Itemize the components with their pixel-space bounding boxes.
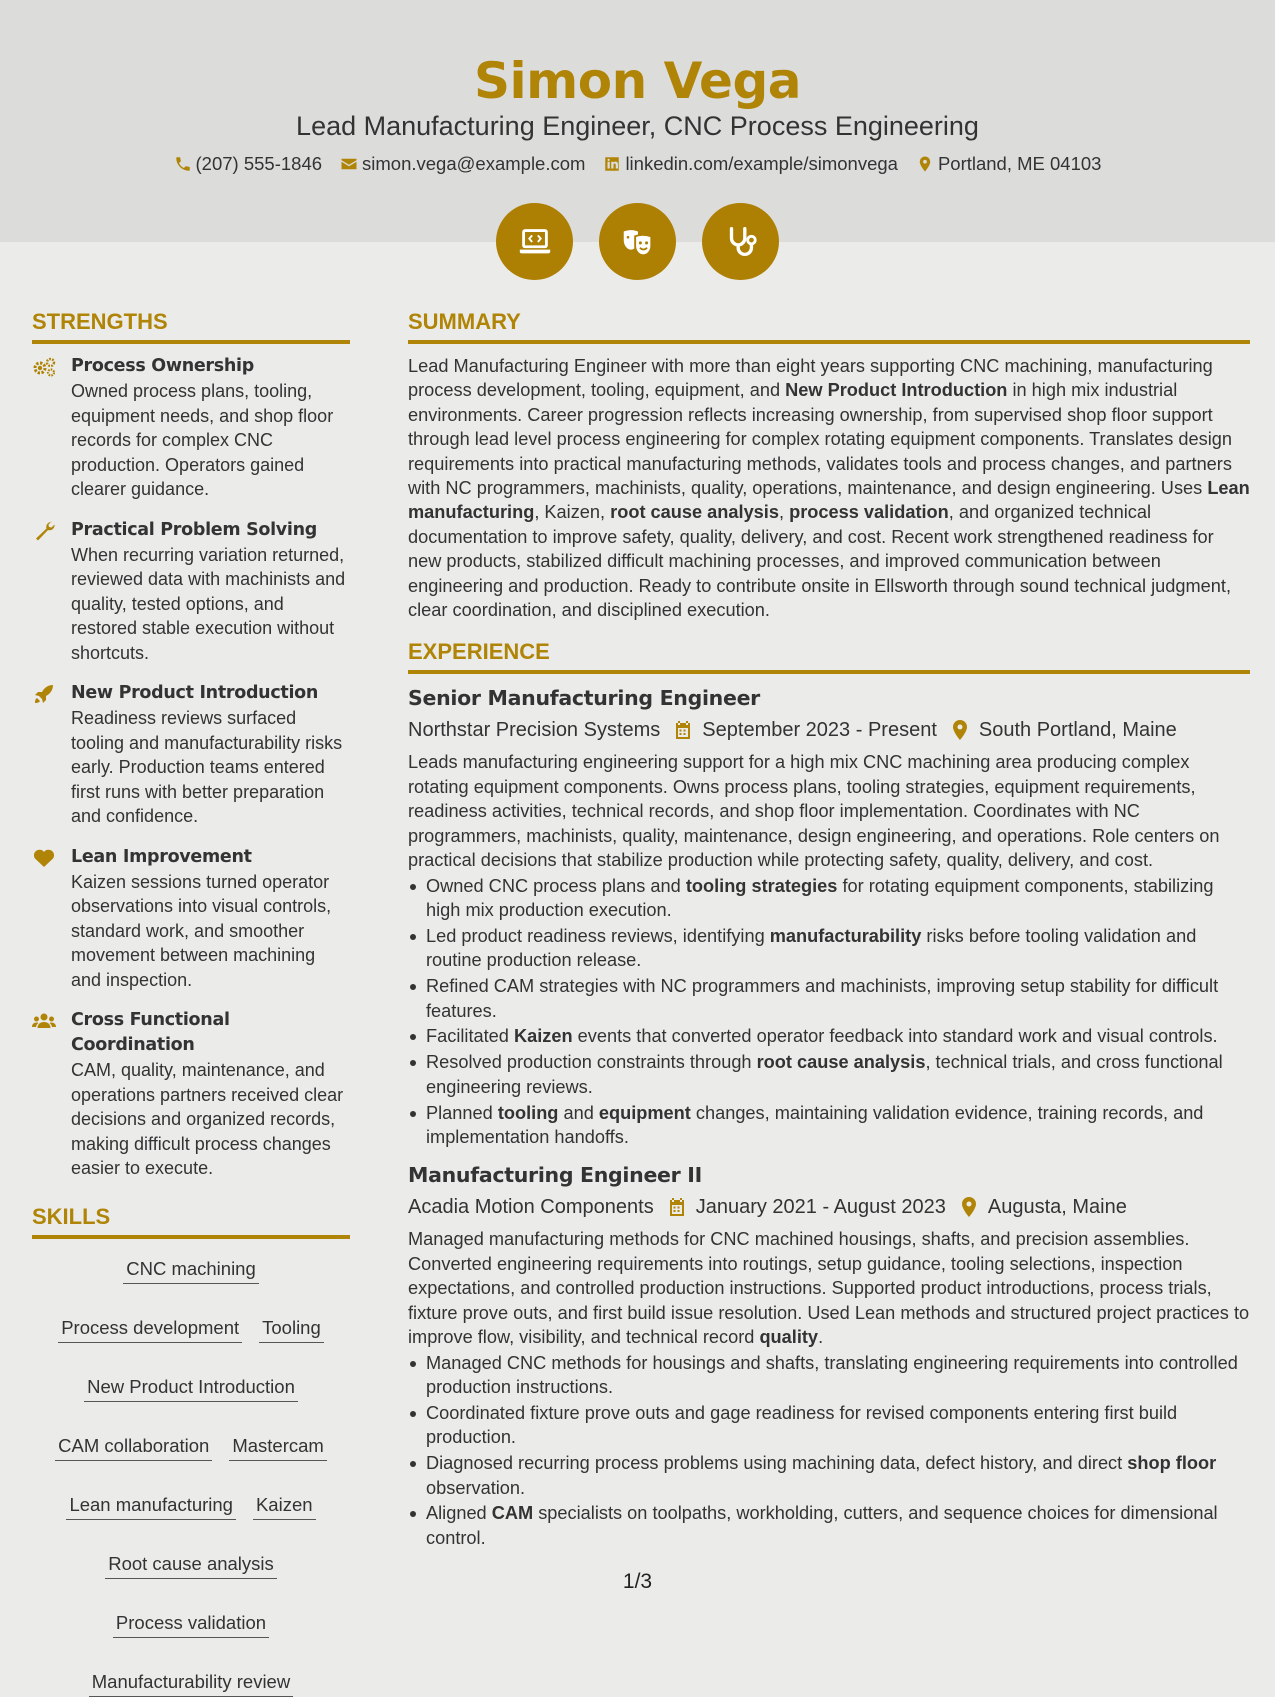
job-company: Northstar Precision Systems bbox=[408, 719, 661, 742]
skill-tag: Mastercam bbox=[229, 1432, 327, 1461]
page-number: 1/3 bbox=[622, 1570, 653, 1593]
badge-stethoscope bbox=[702, 203, 779, 280]
strength-item bbox=[32, 681, 350, 829]
job-bullet: Managed CNC methods for housings and shafts, translating engineering requirements into controlled production instructions. bbox=[408, 1351, 1250, 1400]
job-bullets bbox=[408, 874, 1250, 1150]
stethoscope-icon bbox=[722, 223, 760, 261]
contact-email[interactable] bbox=[340, 151, 585, 177]
job-description: Managed manufacturing methods for CNC machined housings, shafts, and precision assemblies. Converted engineering requirements into routings, setup guidance, tooling selections, inspection expectations, and controlled production instructions. Supported product introductions, process trials, fixture prove outs, and first build issue resolution. Used Lean methods and structured project practices to improve flow, visibility, and technical record quality. bbox=[408, 1229, 1250, 1348]
job-bullet: Planned tooling and equipment changes, maintaining validation evidence, training records, and implementation handoffs. bbox=[408, 1101, 1250, 1150]
candidate-title: Lead Manufacturing Engineer, CNC Process Engineering bbox=[296, 111, 979, 141]
badge-row bbox=[0, 203, 1275, 280]
job-title: Manufacturing Engineer II bbox=[408, 1163, 702, 1188]
strengths-heading: STRENGTHS bbox=[32, 308, 350, 344]
skill-tag: CAM collaboration bbox=[55, 1432, 212, 1461]
strength-title: Lean Improvement bbox=[71, 846, 252, 867]
strength-text: Readiness reviews surfaced tooling and manufacturability risks early. Production teams entered first runs with better preparation and confidence. bbox=[71, 708, 343, 826]
skill-tag: Lean manufacturing bbox=[66, 1491, 236, 1520]
strength-title: Process Ownership bbox=[71, 356, 254, 376]
job-dates: January 2021 - August 2023 bbox=[695, 1196, 946, 1219]
summary-heading: SUMMARY bbox=[408, 308, 1250, 344]
calendar-icon bbox=[674, 720, 692, 740]
contact-bar bbox=[0, 151, 1275, 177]
strength-title: New Product Introduction bbox=[71, 683, 319, 703]
job-bullet: Aligned CAM specialists on toolpaths, workholding, cutters, and sequence choices for dimensional control. bbox=[408, 1501, 1250, 1550]
job-entry bbox=[408, 684, 1250, 1149]
gears-icon bbox=[32, 357, 56, 377]
phone-text: (207) 555-1846 bbox=[195, 153, 323, 174]
heart-icon bbox=[32, 848, 56, 868]
skill-tag: Tooling bbox=[259, 1314, 324, 1343]
job-meta bbox=[408, 1191, 1250, 1223]
job-description: Leads manufacturing engineering support for a high mix CNC machining area producing complex rotating equipment components. Owns process plans, tooling strategies, equipment requirements, readiness activities, technical records, and shop floor implementation. Coordinates with NC programmers, machinists, quality, maintenance, design engineering, and operations. Role centers on practical decisions that stabilize production while protecting safety, quality, delivery, and cost. bbox=[408, 752, 1220, 871]
contact-location bbox=[916, 151, 1102, 177]
contact-phone bbox=[174, 151, 323, 177]
job-location: South Portland, Maine bbox=[978, 719, 1177, 742]
job-bullet: Refined CAM strategies with NC programmers and machinists, improving setup stability for difficult features. bbox=[408, 974, 1250, 1023]
strength-item bbox=[32, 354, 350, 502]
phone-icon bbox=[174, 155, 192, 173]
job-bullets bbox=[408, 1351, 1250, 1551]
badge-laptop bbox=[496, 203, 573, 280]
job-location: Augusta, Maine bbox=[987, 1196, 1127, 1219]
left-column bbox=[32, 308, 350, 1697]
job-entry bbox=[408, 1161, 1250, 1550]
email-text[interactable]: simon.vega@example.com bbox=[362, 153, 586, 174]
skill-tag: Process validation bbox=[113, 1609, 269, 1638]
skill-tag: Manufacturability review bbox=[89, 1668, 293, 1697]
strength-text: Kaizen sessions turned operator observations into visual controls, standard work, and smoother movement between machining and inspection. bbox=[71, 871, 332, 990]
rocket-icon bbox=[32, 684, 56, 704]
strength-item bbox=[32, 1008, 350, 1181]
skills-heading: SKILLS bbox=[32, 1203, 350, 1239]
linkedin-icon bbox=[603, 155, 621, 173]
candidate-name: Simon Vega bbox=[473, 52, 801, 110]
strength-text: Owned process plans, tooling, equipment needs, and shop floor records for complex CNC production. Operators gained clearer guidance. bbox=[71, 381, 334, 499]
job-meta bbox=[408, 714, 1250, 746]
map-pin-icon bbox=[951, 720, 969, 740]
contact-linkedin[interactable] bbox=[603, 151, 898, 177]
job-bullet: Diagnosed recurring process problems using machining data, defect history, and direct shop floor observation. bbox=[408, 1451, 1250, 1500]
laptop-code-icon bbox=[516, 223, 554, 261]
skill-tag: Kaizen bbox=[253, 1491, 316, 1520]
location-text: Portland, ME 04103 bbox=[937, 153, 1102, 174]
strength-item bbox=[32, 845, 350, 993]
skill-tag: CNC machining bbox=[123, 1255, 259, 1284]
right-column bbox=[408, 308, 1250, 1552]
summary-text: Lead Manufacturing Engineer with more than eight years supporting CNC machining, manufacturing process development, tooling, equipment, and New Product Introduction in high mix industrial environments. Career progression reflects increasing ownership, from supervised shop floor support through lead level process engineering for complex rotating equipment components. Translates design requirements into practical manufacturing methods, validates tools and process changes, and partners with NC programmers, machinists, quality, operations, maintenance, and design engineering. Uses Lean manufacturing, Kaizen, root cause analysis, process validation, and organized technical documentation to improve safety, quality, delivery, and cost. Recent work strengthened readiness for new products, stabilized difficult machining processes, and improved communication between engineering and production. Ready to contribute onsite in Ellsworth through sound technical judgment, clear coordination, and disciplined execution. bbox=[408, 356, 1250, 621]
skill-tag: Root cause analysis bbox=[105, 1550, 277, 1579]
strength-title: Practical Problem Solving bbox=[71, 519, 317, 540]
map-pin-icon bbox=[916, 155, 934, 173]
strength-text: CAM, quality, maintenance, and operations partners received clear decisions and organized records, making difficult process changes easier to execute. bbox=[71, 1060, 344, 1178]
job-bullet: Coordinated fixture prove outs and gage readiness for revised components entering first build production. bbox=[408, 1401, 1250, 1450]
linkedin-text[interactable]: linkedin.com/example/simonvega bbox=[625, 153, 898, 174]
job-dates: September 2023 - Present bbox=[702, 719, 937, 742]
job-bullet: Led product readiness reviews, identifying manufacturability risks before tooling validation and routine production release. bbox=[408, 924, 1250, 973]
job-company: Acadia Motion Components bbox=[408, 1196, 654, 1219]
map-pin-icon bbox=[960, 1197, 978, 1217]
calendar-icon bbox=[668, 1197, 686, 1217]
job-bullet: Resolved production constraints through root cause analysis, technical trials, and cross functional engineering reviews. bbox=[408, 1050, 1250, 1099]
skill-tag: New Product Introduction bbox=[84, 1373, 298, 1402]
badge-masks bbox=[599, 203, 676, 280]
strength-title: Cross Functional Coordination bbox=[71, 1010, 230, 1055]
users-icon bbox=[32, 1011, 56, 1031]
job-bullet: Owned CNC process plans and tooling strategies for rotating equipment components, stabilizing high mix production execution. bbox=[408, 874, 1250, 923]
strength-item bbox=[32, 518, 350, 666]
skill-tag: Process development bbox=[58, 1314, 242, 1343]
wrench-icon bbox=[32, 521, 56, 541]
job-title: Senior Manufacturing Engineer bbox=[408, 686, 760, 711]
envelope-icon bbox=[340, 155, 358, 173]
job-bullet: Facilitated Kaizen events that converted operator feedback into standard work and visual controls. bbox=[408, 1024, 1250, 1048]
theater-masks-icon bbox=[619, 223, 657, 261]
skills-list bbox=[32, 1249, 350, 1697]
strength-text: When recurring variation returned, reviewed data with machinists and quality, tested options, and restored stable execution without shortcuts. bbox=[71, 544, 346, 663]
experience-heading: EXPERIENCE bbox=[408, 638, 1250, 674]
